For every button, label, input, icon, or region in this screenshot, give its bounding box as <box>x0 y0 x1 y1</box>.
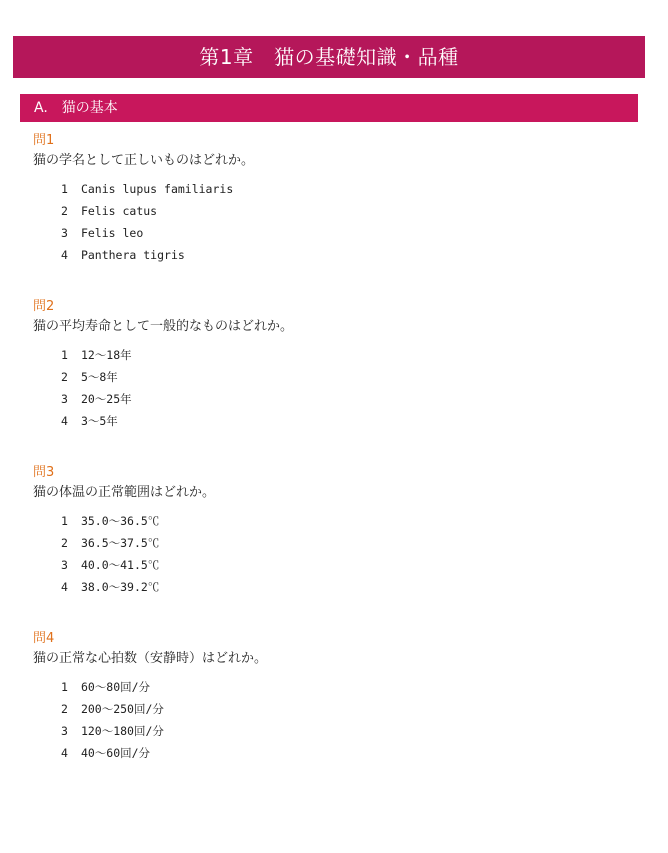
choice-list <box>33 178 633 266</box>
chapter-title: 第1章 猫の基礎知識・品種 <box>199 45 459 69</box>
choice-item <box>61 388 633 410</box>
chapter-title-bar <box>13 36 645 78</box>
question-text: 猫の正常な心拍数（安静時）はどれか。 <box>33 651 268 666</box>
question-1 <box>33 132 633 298</box>
choice-text: Canis lupus familiaris <box>80 182 234 196</box>
choice-text: 35.0〜36.5℃ <box>80 514 160 528</box>
question-list <box>33 132 633 796</box>
section-title: A. 猫の基本 <box>34 100 118 116</box>
choice-text: 200〜250回/分 <box>80 702 164 716</box>
choice-text: 20〜25年 <box>80 392 132 406</box>
choice-item <box>61 532 633 554</box>
choice-list <box>33 344 633 432</box>
choice-number: 2 <box>61 702 68 716</box>
choice-number: 2 <box>61 536 68 550</box>
choice-item <box>61 676 633 698</box>
choice-number: 1 <box>61 680 68 694</box>
question-2 <box>33 298 633 464</box>
choice-text: 5〜8年 <box>80 370 118 384</box>
choice-item <box>61 244 633 266</box>
choice-item <box>61 366 633 388</box>
choice-number: 4 <box>61 414 68 428</box>
choice-item <box>61 410 633 432</box>
choice-list <box>33 676 633 764</box>
choice-text: Felis leo <box>80 226 144 240</box>
question-number: 問4 <box>33 631 55 646</box>
choice-number: 1 <box>61 182 68 196</box>
choice-number: 1 <box>61 348 68 362</box>
question-number: 問2 <box>33 299 55 314</box>
choice-item <box>61 178 633 200</box>
question-number: 問3 <box>33 465 55 480</box>
choice-item <box>61 698 633 720</box>
choice-number: 2 <box>61 370 68 384</box>
choice-number: 2 <box>61 204 68 218</box>
choice-text: 120〜180回/分 <box>80 724 164 738</box>
choice-number: 4 <box>61 248 68 262</box>
choice-text: 40〜60回/分 <box>80 746 151 760</box>
question-text: 猫の平均寿命として一般的なものはどれか。 <box>33 319 294 334</box>
choice-number: 4 <box>61 746 68 760</box>
choice-text: 60〜80回/分 <box>80 680 151 694</box>
choice-number: 3 <box>61 558 68 572</box>
choice-item <box>61 742 633 764</box>
choice-item <box>61 720 633 742</box>
choice-text: 12〜18年 <box>80 348 132 362</box>
choice-text: 36.5〜37.5℃ <box>80 536 160 550</box>
question-4 <box>33 630 633 796</box>
choice-text: Felis catus <box>80 204 158 218</box>
choice-item <box>61 222 633 244</box>
question-text: 猫の学名として正しいものはどれか。 <box>33 153 255 168</box>
choice-list <box>33 510 633 598</box>
choice-item <box>61 510 633 532</box>
section-header-bar <box>20 94 638 122</box>
choice-item <box>61 554 633 576</box>
choice-number: 1 <box>61 514 68 528</box>
choice-item <box>61 344 633 366</box>
choice-text: Panthera tigris <box>80 248 185 262</box>
question-number: 問1 <box>33 133 55 148</box>
choice-text: 40.0〜41.5℃ <box>80 558 160 572</box>
choice-text: 38.0〜39.2℃ <box>80 580 160 594</box>
choice-number: 3 <box>61 226 68 240</box>
question-text: 猫の体温の正常範囲はどれか。 <box>33 485 216 500</box>
question-3 <box>33 464 633 630</box>
choice-number: 3 <box>61 392 68 406</box>
choice-number: 4 <box>61 580 68 594</box>
choice-number: 3 <box>61 724 68 738</box>
choice-text: 3〜5年 <box>80 414 118 428</box>
choice-item <box>61 200 633 222</box>
choice-item <box>61 576 633 598</box>
